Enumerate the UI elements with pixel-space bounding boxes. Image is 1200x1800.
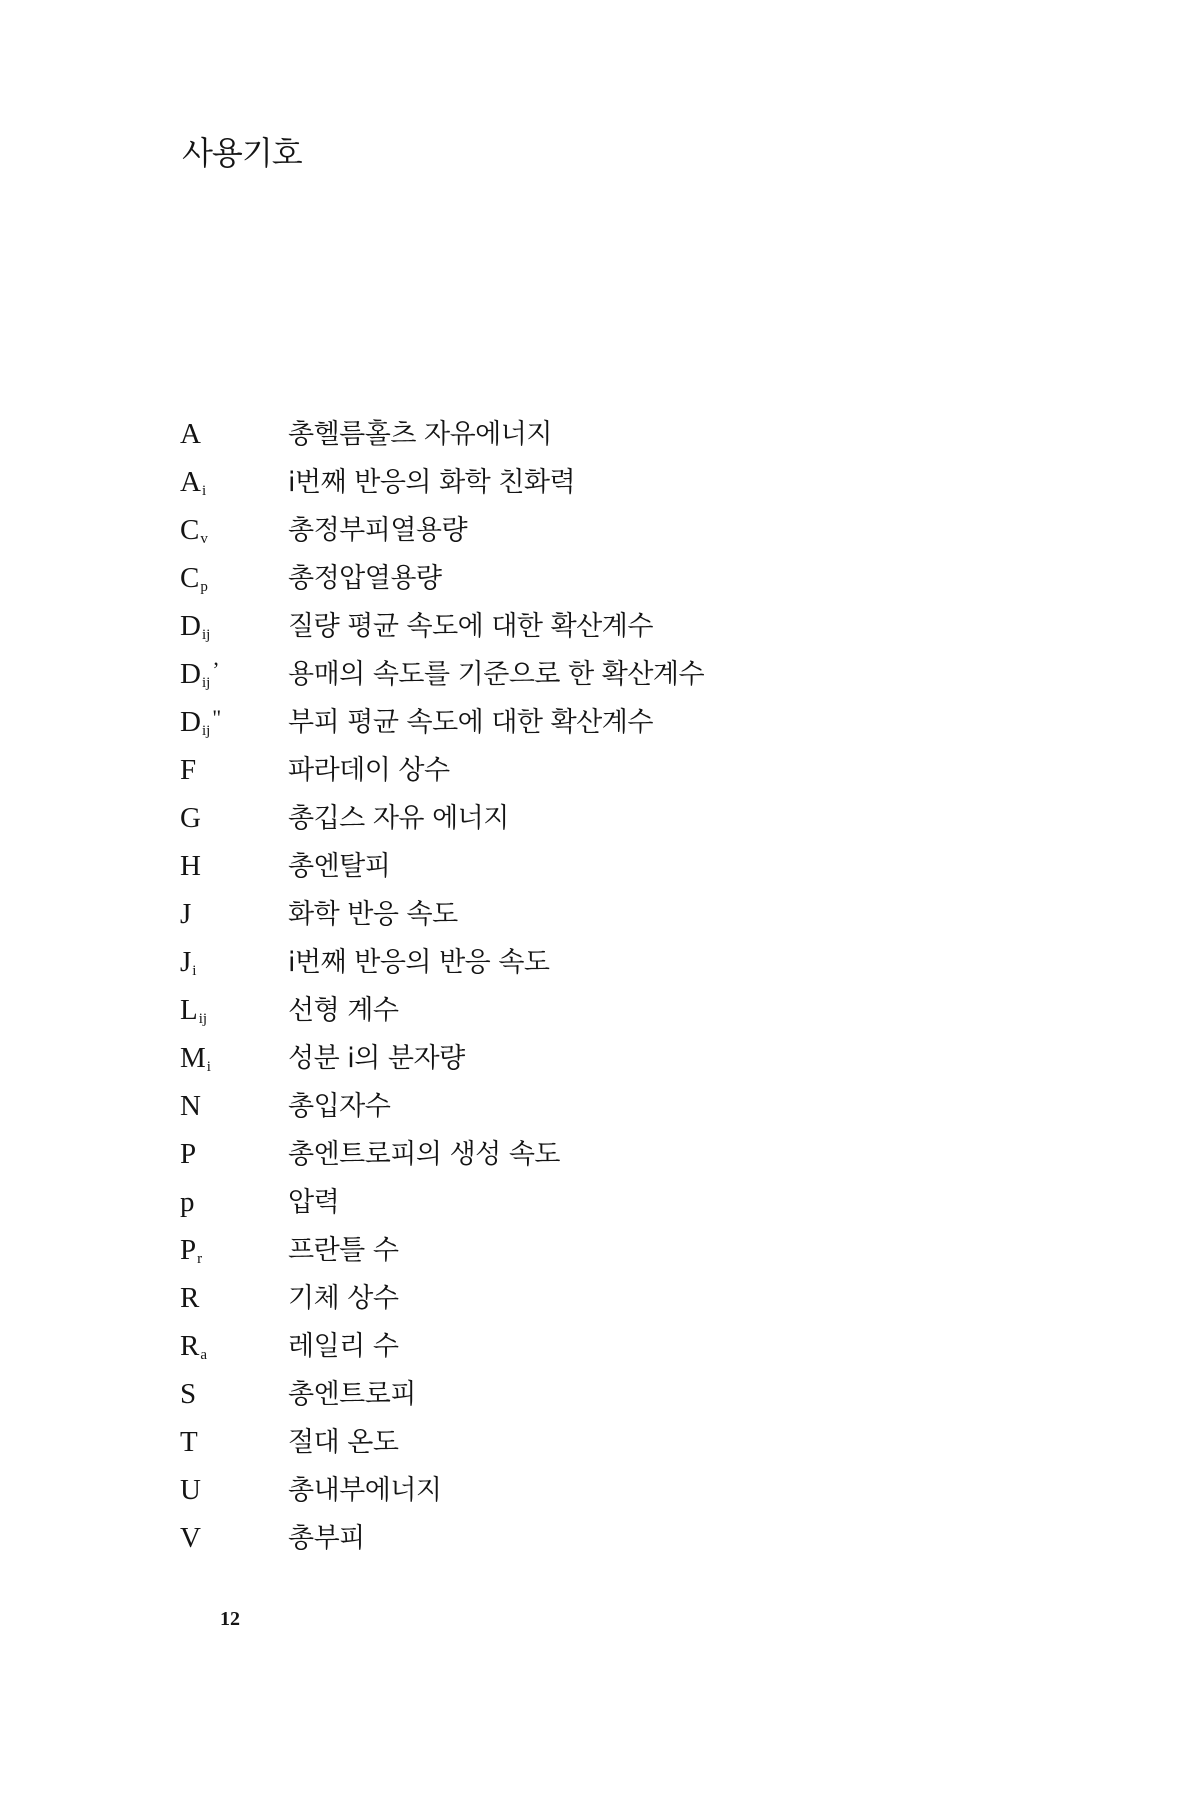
symbol: [180, 898, 288, 931]
symbol-row: [180, 1228, 1080, 1276]
symbol-row: [180, 1516, 1080, 1564]
symbol: [180, 1330, 288, 1364]
symbol: [180, 1186, 288, 1219]
symbol: [180, 1282, 288, 1315]
symbol: [180, 1234, 288, 1268]
symbol-base: A: [180, 466, 201, 498]
symbol-base: D: [180, 706, 201, 738]
symbol: [180, 1378, 288, 1411]
symbol: [180, 1426, 288, 1459]
symbol-row: [180, 892, 1080, 940]
symbol-description: 성분 i의 분자량: [288, 1043, 465, 1074]
symbol-subscript: ij: [198, 1011, 208, 1027]
symbol-subscript: p: [200, 579, 208, 595]
symbol-row: [180, 988, 1080, 1036]
symbol-description: 압력: [288, 1187, 340, 1218]
symbol-row: [180, 940, 1080, 988]
symbol-subscript: a: [200, 1347, 208, 1363]
symbol-description: 총부피: [288, 1523, 365, 1554]
symbol-description: 부피 평균 속도에 대한 확산계수: [288, 707, 653, 738]
symbol-row: [180, 508, 1080, 556]
page-title: 사용기호: [182, 134, 302, 172]
symbol-subscript: i: [206, 1059, 211, 1075]
symbol-base: L: [180, 994, 198, 1026]
symbol-row: [180, 556, 1080, 604]
symbol: [180, 850, 288, 883]
symbol-description: 프란틀 수: [288, 1235, 399, 1266]
symbol-description: 총정압열용량: [288, 563, 442, 594]
symbol-subscript: r: [197, 1251, 203, 1267]
symbol-base: D: [180, 658, 201, 690]
symbol-prime: ": [212, 705, 222, 730]
symbol-description: 레일리 수: [288, 1331, 399, 1362]
symbol-subscript: ij: [201, 723, 211, 739]
symbol-row: [180, 1468, 1080, 1516]
symbol-row: [180, 1372, 1080, 1420]
symbol-subscript: v: [200, 531, 208, 547]
symbol-subscript: ij: [201, 675, 211, 691]
symbol-base: A: [180, 418, 201, 450]
symbol-row: [180, 796, 1080, 844]
symbol-base: V: [180, 1522, 201, 1554]
symbol: [180, 1042, 288, 1076]
symbol: [180, 562, 288, 596]
symbol-description: i번째 반응의 반응 속도: [288, 947, 550, 978]
symbol-description: 총엔탈피: [288, 851, 391, 882]
symbol: [180, 610, 288, 644]
symbol-description: 선형 계수: [288, 995, 399, 1026]
symbol-description: 총깁스 자유 에너지: [288, 803, 509, 834]
symbol-base: C: [180, 514, 200, 546]
symbol-row: [180, 1420, 1080, 1468]
symbol: [180, 946, 288, 980]
symbol: [180, 418, 288, 451]
symbol-base: G: [180, 802, 201, 834]
symbol-description: 파라데이 상수: [288, 755, 450, 786]
symbol-description: 총엔트로피: [288, 1379, 416, 1410]
symbol: [180, 705, 288, 740]
symbol-row: [180, 1084, 1080, 1132]
symbol-description: 총정부피열용량: [288, 515, 468, 546]
symbol-description: 총내부에너지: [288, 1475, 442, 1506]
symbol: [180, 466, 288, 500]
symbol-base: C: [180, 562, 200, 594]
symbol-row: [180, 844, 1080, 892]
symbol: [180, 1138, 288, 1171]
symbol-base: R: [180, 1282, 200, 1314]
symbol-description: 총헬름홀츠 자유에너지: [288, 419, 552, 450]
symbol: [180, 657, 288, 692]
page-number: 12: [220, 1608, 240, 1630]
symbol: [180, 802, 288, 835]
symbol-base: R: [180, 1330, 200, 1362]
symbol-base: p: [180, 1186, 195, 1218]
symbol-row: [180, 1180, 1080, 1228]
symbol-base: P: [180, 1138, 197, 1170]
symbol-list: [180, 412, 1080, 1564]
symbol-description: 화학 반응 속도: [288, 899, 458, 930]
symbol-row: [180, 1276, 1080, 1324]
symbol-base: H: [180, 850, 201, 882]
symbol-description: 총엔트로피의 생성 속도: [288, 1139, 560, 1170]
symbol-base: J: [180, 946, 192, 978]
symbol: [180, 1522, 288, 1555]
symbol-base: F: [180, 754, 197, 786]
symbol-row: [180, 1132, 1080, 1180]
symbol-base: T: [180, 1426, 198, 1458]
symbol-row: [180, 748, 1080, 796]
symbol-base: J: [180, 898, 192, 930]
symbol: [180, 1090, 288, 1123]
symbol: [180, 754, 288, 787]
symbol-base: N: [180, 1090, 201, 1122]
symbol-base: S: [180, 1378, 197, 1410]
symbol-description: 기체 상수: [288, 1283, 399, 1314]
symbol-base: P: [180, 1234, 197, 1266]
symbol-row: [180, 700, 1080, 748]
symbol: [180, 514, 288, 548]
symbol-row: [180, 460, 1080, 508]
symbol-subscript: ij: [201, 627, 211, 643]
symbol: [180, 1474, 288, 1507]
symbol-base: U: [180, 1474, 201, 1506]
symbol: [180, 994, 288, 1028]
symbol-base: D: [180, 610, 201, 642]
symbol-subscript: i: [192, 963, 197, 979]
symbol-prime: ’: [212, 657, 220, 682]
symbol-subscript: i: [201, 483, 207, 499]
symbol-description: 질량 평균 속도에 대한 확산계수: [288, 611, 653, 642]
symbol-row: [180, 604, 1080, 652]
symbol-description: i번째 반응의 화학 친화력: [288, 467, 576, 498]
symbol-base: M: [180, 1042, 206, 1074]
symbol-description: 용매의 속도를 기준으로 한 확산계수: [288, 659, 705, 690]
symbol-description: 절대 온도: [288, 1427, 399, 1458]
symbol-row: [180, 652, 1080, 700]
symbol-row: [180, 412, 1080, 460]
symbol-row: [180, 1324, 1080, 1372]
symbol-row: [180, 1036, 1080, 1084]
symbol-description: 총입자수: [288, 1091, 391, 1122]
